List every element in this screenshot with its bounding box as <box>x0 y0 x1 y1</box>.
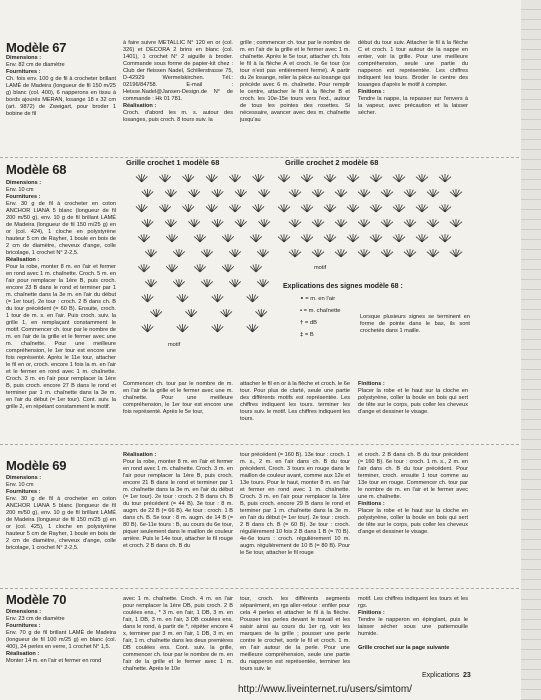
section-divider <box>0 588 519 589</box>
stitch-fan <box>258 189 269 197</box>
stitch-fan <box>206 174 217 182</box>
stitch-fan <box>247 324 258 332</box>
stitch-fan <box>250 234 261 242</box>
stitch-fan <box>393 174 405 182</box>
stitch-fan <box>256 309 267 317</box>
stitch-fan <box>201 279 212 287</box>
m69-paragraph: Env. 30 g de fil à crocheter en coton ANCHOR LIANA 5 blanc (longueur de fil 200 m/50 g), env. 10 g de fil brillant LAMÉ de Madeira (longueur de fil 150 m/25 g) en or (col. 425), 1 cloche en polystyrène hauteur 5 cm de Rayher, 1 boule en bois de 2 cm de diamètre, cheveux d'ange, colle bricolage, 1 crochet N° 2-2,5. <box>6 496 116 551</box>
stitch-fan <box>381 219 393 227</box>
m67-paragraph: Env. 82 cm de diamètre <box>6 62 65 68</box>
stitch-fan <box>358 249 370 257</box>
model-68-column-4 <box>358 381 468 441</box>
stitch-fan <box>166 264 177 272</box>
legend-row <box>300 308 341 314</box>
stitch-fan <box>404 219 416 227</box>
m68-paragraph: Env. 30 g de fil à crocheter en coton ANCHOR LIANA 5 blanc (longueur de fil 200 m/50 g), env. 10 g de fil brillant LAMÉ de Madeira (longueur de fil 150 m/25 g) en or (col. 424), 1 cloche en polystyrène hauteur 5 cm de Rayher, 1 boule en bois de 2 cm de diamètre, cheveux d'ange, colle bricolage, 1 crochet N° 2-2,5. <box>6 201 116 256</box>
stitch-fan <box>370 234 382 242</box>
stitch-fan <box>136 204 147 212</box>
stitch-fan <box>173 279 184 287</box>
stitch-fan <box>194 264 205 272</box>
stitch-fan <box>427 249 439 257</box>
stitch-fan <box>206 204 217 212</box>
model-67-intro <box>6 55 116 155</box>
section-divider <box>0 157 519 158</box>
stitch-fan <box>358 219 370 227</box>
stitch-fan <box>439 174 451 182</box>
m70-paragraph: Monter 14 m. en l'air et fermer en rond <box>6 658 102 664</box>
stitch-fan <box>138 234 149 242</box>
stitch-fan <box>301 204 313 212</box>
model-69-col4-text: et croch. 2 B dans ch. B du tour précédent (= 160 B). 6e tour : croch. 1 m. s., 2 m. en l'air dans ch. B du tour précédent. Pour terminer, croch. ensuite 1 tour comme au 13e tour en rouge. Commencer ch. tour par le nombre de m. en l'air et le fermer avec une m. chaînette. <box>358 452 468 500</box>
legend-label: = dB <box>304 320 317 326</box>
m68-paragraph: Env. 10 cm <box>6 187 34 193</box>
legend-row <box>300 320 317 326</box>
m70-heading: Dimensions : <box>6 609 42 615</box>
chart-1-title: Grille crochet 1 modèle 68 <box>126 158 220 167</box>
stitch-fan <box>183 204 194 212</box>
model-69-column-3: tour précédent (= 160 B). 13e tour : croch. 1 m. s., 2 m. en l'air dans ch. B du tour précédent. Croch. 3 tours en rouge dans le maillon de couleur avant, comme aux 12e et 13e tours. Pour le haut, monter 8 m. en l'air et fermer en rond avec 1 m. chaînette. Croch. 3 m. en l'air pour remplacer la 1ère B, puis croch. encore 29 B dans le rond et terminer par 1 m. chaînette dans la 3e m. en l'air du début (= 1er tour). 2e tour : croch. 2 B dans ch. B (= 60 B). 3e tour : croch. régulièrement 10 fois 2 B dans 1 B (= 70 B). 4e-6e tours : croch. régulièrement 10 m. augm. régulièrement de 10 B (= 80 B). Pour le 5e tour, attacher le fil rouge <box>240 452 350 556</box>
stitch-fan <box>393 204 405 212</box>
model-69-column-2 <box>123 452 233 584</box>
stitch-fan <box>177 324 188 332</box>
m67-paragraph: Ch. fois env. 100 g de fil à crocheter brillant LAMÉ de Madeira (longueur de fil 150 m/25 g) blanc (col. 400), 6 napperons en tissu à bords ajourés MERAN, losange 18 x 32 cm (art. 9872) de Zweigart, pour broder 1 bobine de fil <box>6 76 116 117</box>
model-67-title: Modèle 67 <box>6 40 67 55</box>
stitch-fan <box>253 174 264 182</box>
stitch-fan <box>229 249 240 257</box>
m70-paragraph: Env. 70 g de fil brillant LAMÉ de Madeira (longueur de fil 100 m/25 g) en blanc (col. 400), 24 perles en verre, 1 crochet N° 1,5. <box>6 630 116 650</box>
model-70-column-3: tour, croch. les différents segments séparément, en rgs aller-retour : enfiler pour cela 4 perles et attacher le fil à la flèche. Pousser les perles devant le travail et les saisir ainsi au cours du 1er rg, voir les marques de la grille ; pousser une perle contre le crochet, sortir le fil et croch. 1 m. en l'air autour de la perle. Pour une meilleure compréhension, seule une partie du napperon est représentée, terminer les tours suiv. le <box>240 596 350 672</box>
stitch-fan <box>188 219 199 227</box>
stitch-fan <box>145 279 156 287</box>
stitch-fan <box>289 189 301 197</box>
stitch-fan <box>257 279 268 287</box>
stitch-fan <box>278 204 290 212</box>
stitch-fan <box>194 234 205 242</box>
legend-row <box>300 296 335 302</box>
model-70-column-2: avec 1 m. chaînette. Croch. 4 m. en l'air pour remplacer la 1ère DB, puis croch. 2 B coulées ens., * 3 m. en l'air, 1 DB, 3 m. en l'air, 1 DB, 3 m. en l'air, 3 DB coulées ens. dans le rond, à partir de *, répéter encore 4 x, terminer par 3 m. en l'air, 1 DB, 3 m. en l'air, 1 m. chaînette dans les deux premières DB coulées ens. Cont. suiv. la grille, commencer ch. tour par le nombre de m. en l'air de la grille et le fermer avec 1 m. chaînette. Après le 10e <box>123 596 233 672</box>
legend-symbol: ‡ <box>300 332 305 338</box>
legend-row <box>300 332 314 338</box>
legend-label: = m. en l'air <box>305 296 336 302</box>
stitch-fan <box>301 234 313 242</box>
stitch-fan <box>450 219 462 227</box>
stitch-fan <box>427 219 439 227</box>
stitch-fan <box>138 264 149 272</box>
legend-symbol: ∘ <box>300 296 306 302</box>
stitch-fan <box>250 264 261 272</box>
stitch-fan <box>247 294 258 302</box>
stitch-fan <box>278 174 290 182</box>
model-69-title: Modèle 69 <box>6 458 67 473</box>
stitch-fan <box>212 324 223 332</box>
stitch-fan <box>159 174 170 182</box>
stitch-fan <box>324 174 336 182</box>
stitch-fan <box>439 204 451 212</box>
stitch-fan <box>136 174 147 182</box>
watermark-url: http://www.liveinternet.ru/users/simtom/ <box>238 684 412 695</box>
legend-symbol: † <box>300 320 305 326</box>
model-67-col2-text: à faire suivre METALLIC N° 120 en or (col. 326) et DECORA 2 brins en blanc (col. 1401), 1 crochet N° 2 aiguille à broder. Commande sous forme de papier-kit chez : Club der fleissen Nadel, Schillerstrasse 75, D-42929 Wermelskirchen. Tél.: 02196/84758. E-mail : Heisse.Nadel@Jansen-Design.de N° de commande : Hk 01 781. <box>123 40 233 102</box>
stitch-fan <box>347 174 359 182</box>
stitch-fan <box>335 249 347 257</box>
stitch-fan <box>289 249 301 257</box>
stitch-fan <box>212 189 223 197</box>
stitch-fan <box>183 174 194 182</box>
stitch-fan <box>427 189 439 197</box>
stitch-fan <box>324 204 336 212</box>
model-70-intro <box>6 609 116 679</box>
stitch-fan <box>416 174 428 182</box>
model-69-col4-finitions: Placer la robe et le haut sur la cloche en polystyrène, coller la boule en bois qui sert de tête sur le corps, puis coller les cheveux d'ange et dessiner le visage. <box>358 508 468 535</box>
model-69-column-4 <box>358 452 468 584</box>
stitch-fan <box>201 249 212 257</box>
stitch-fan <box>212 219 223 227</box>
stitch-fan <box>358 189 370 197</box>
crochet-chart-1 <box>122 170 272 350</box>
stitch-fan <box>186 309 197 317</box>
stitch-fan <box>278 234 290 242</box>
m69-heading: Fournitures : <box>6 489 41 495</box>
stitch-fan <box>335 219 347 227</box>
stitch-fan <box>222 234 233 242</box>
model-69-intro <box>6 475 116 580</box>
model-68-intro <box>6 180 116 440</box>
page-number: 23 <box>463 672 471 679</box>
stitch-fan <box>312 219 324 227</box>
stitch-fan <box>142 294 153 302</box>
stitch-fan <box>188 189 199 197</box>
stitch-fan <box>416 204 428 212</box>
stitch-fan <box>381 249 393 257</box>
legend-symbol: • <box>300 308 304 314</box>
m67-heading: Fournitures : <box>6 69 41 75</box>
m70-paragraph: Env. 23 cm de diamètre <box>6 616 65 622</box>
chart-2-title: Grille crochet 2 modèle 68 <box>285 158 379 167</box>
stitch-fan <box>439 234 451 242</box>
stitch-fan <box>159 204 170 212</box>
page-edge-ruler <box>521 0 541 700</box>
stitch-fan <box>173 249 184 257</box>
stitch-fan <box>335 189 347 197</box>
stitch-fan <box>165 219 176 227</box>
stitch-fan <box>177 294 188 302</box>
chart-1-motif-label: motif <box>168 342 181 348</box>
model-68-column-3: attacher le fil en or à la flèche et croch. le 6e tour. Pour plus de clarté, seule une partie des différents motifs est représentée. Les chiffres indiquent les tours. terminer les tours suiv. le motif. Les chiffres indiquent les tours. <box>240 381 350 422</box>
stitch-fan <box>381 189 393 197</box>
stitch-fan <box>222 264 233 272</box>
legend-label: = B <box>304 332 314 338</box>
stitch-fan <box>151 309 162 317</box>
m68-heading: Fournitures : <box>6 194 41 200</box>
model-67-realisation-heading: Réalisation : <box>123 103 157 109</box>
stitch-fan <box>347 204 359 212</box>
model-70-title: Modèle 70 <box>6 592 67 607</box>
stitch-fan <box>324 234 336 242</box>
stitch-fan <box>165 189 176 197</box>
model-68-title: Modèle 68 <box>6 162 67 177</box>
stitch-fan <box>229 279 240 287</box>
model-70-column-4 <box>358 596 468 678</box>
stitch-fan <box>142 189 153 197</box>
stitch-fan <box>258 219 269 227</box>
model-69-col2-text: Pour la robe, monter 8 m. en l'air et fermer en rond avec 1 m. chaînette. Croch. 3 m. en l'air pour remplacer la 1ère B, puis croch. encore 21 B dans le rond et terminer par 1 m. chaînette dans la 3e m. en l'air du début (= 1er tour). 2e tour : croch. 2 B dans ch. B du tour précédent (= 44 B). 3e tour : 8 m. augm. de 22 B (= 66 B). 4e tour : croch. 1 B dans ch. B. 5e tour : 8 m. augm. de 14 B (= 80 B). 6e-11e tours : B, au cours du 6e tour, piquer seulement dans le maillon de couleur arrière. Puis le 14e tour, attacher le fil rouge et croch. 2 B dans ch. B du <box>123 459 233 549</box>
stitch-fan <box>301 174 313 182</box>
stitch-fan <box>212 294 223 302</box>
stitch-fan <box>166 234 177 242</box>
stitch-fan <box>370 174 382 182</box>
crochet-chart-2 <box>272 170 467 270</box>
m68-heading: Réalisation : <box>6 257 40 263</box>
model-67-col4-text: début du tour suiv. Attacher le fil à la flèche C et croch. 1 tour autour de la nappe en entier, voir la grille. Pour une meilleure compréhension, seule une partie du napperon est représentée. Les chiffres indiquent les tours. Broder le centre des losanges d'après le motif à compter. <box>358 40 468 88</box>
model-70-finitions-heading: Finitions : <box>358 610 385 616</box>
stitch-fan <box>370 204 382 212</box>
m67-heading: Dimensions : <box>6 55 42 61</box>
legend-note: Lorsque plusieurs signes se terminent en forme de pointe dans le bas, ils sont crochetés dans 1 maille. <box>360 314 470 334</box>
stitch-fan <box>145 249 156 257</box>
model-68-column-2: Commencer ch. tour par le nombre de m. en l'air de la grille et le fermer avec une m. chaînette. Pour une meilleure compréhension, le 1er tour est encore une fois représenté. Après le 5e tour, <box>123 381 233 415</box>
model-69-realisation-heading: Réalisation : <box>123 452 157 458</box>
m69-heading: Dimensions : <box>6 475 42 481</box>
m70-heading: Fournitures : <box>6 623 41 629</box>
model-67-column-2 <box>123 40 233 158</box>
stitch-fan <box>312 189 324 197</box>
stitch-fan <box>404 189 416 197</box>
stitch-fan <box>229 174 240 182</box>
stitch-fan <box>289 219 301 227</box>
section-divider <box>0 444 519 445</box>
model-68-col4-finitions: Placer la robe et le haut sur la cloche en polystyrène, coller la boule en bois qui sert de tête sur le corps, puis coller les cheveux d'ange et dessiner le visage. <box>358 388 468 415</box>
legend-title: Explications des signes modèle 68 : <box>283 283 403 290</box>
model-67-col4-finitions: Tendre la nappe, la repasser sur l'envers à la vapeur, avec précaution et la laisser sécher. <box>358 96 468 116</box>
stitch-fan <box>235 219 246 227</box>
model-69-finitions-heading: Finitions : <box>358 501 385 507</box>
footer-section: Explications <box>422 672 460 679</box>
stitch-fan <box>253 204 264 212</box>
stitch-fan <box>416 234 428 242</box>
m70-heading: Réalisation : <box>6 651 40 657</box>
legend-label: = m. chaînette <box>303 308 341 314</box>
model-70-next-page-note: Grille crochet sur la page suivante <box>358 645 450 651</box>
stitch-fan <box>393 234 405 242</box>
model-67-col2-realisation: Croch. d'abord les m. s. autour des losanges, puis croch. 8 tours suiv. la <box>123 110 233 123</box>
stitch-fan <box>235 189 246 197</box>
model-67-column-3: grille ; commencer ch. tour par le nombre de m. en l'air de la grille et le fermer avec 1 m. chaînette. Après le 5e tour, attacher ch. fois le fil à la flèche A et croch. le 6e tour (ce tour n'est pas entièrement fermé). A partir du 2e losange, relier la pièce au losange qui précède avec 6 m. chaînette. Pour remplir le centre, attacher le fil à la flèche B et croch. les 10e-15e tours vers l'ext., autour de tous les pointes des rosettes. Si nécessaire, avancer avec des m. chaînette jusqu'au <box>240 40 350 123</box>
model-67-column-4 <box>358 40 468 158</box>
m68-heading: Dimensions : <box>6 180 42 186</box>
stitch-fan <box>142 219 153 227</box>
stitch-fan <box>347 234 359 242</box>
model-70-col4-finitions: Tendre le napperon en épinglant, puis le laisser sécher sous une pattemouille humide. <box>358 617 468 637</box>
stitch-fan <box>450 249 462 257</box>
stitch-fan <box>257 249 268 257</box>
stitch-fan <box>142 324 153 332</box>
stitch-fan <box>221 309 232 317</box>
m69-paragraph: Env. 10 cm <box>6 482 34 488</box>
model-70-col4-text: motif. Les chiffres indiquent les tours et les rgs. <box>358 596 468 609</box>
m68-paragraph: Pour la robe, monter 8 m. en l'air et fermer en rond avec 1 m. chaînette. Croch. 5 m. en l'air pour remplacer la 1ère B, puis croch. encore 23 B dans le rond et terminer par 1 m. chaînette dans la 3e m. en l'air du début (= 1er tour). 2e tour : croch. 2 B dans ch. B du tour précédent (= 60 B). Ensuite, croch. 1 tour de m. s. en l'air. Puis croch. suiv. la grille 1, en remplaçant constamment le motif. Commencer ch. tour par le nombre de m. en l'air de la grille et le fermer avec une m. chaînette. Pour une meilleure compréhension, le 1er tour est encore une fois représenté. Après le 11e tour, attacher le fil en or, croch. encore 1 fois la m. en l'air et le fermer en rond avec 1 m. chaînette. Croch. 3 m. en l'air pour remplacer la 1ère B, puis croch. encore 27 B dans le rond et terminer par 1 m. chaînette dans la 3e m. en l'air du début (= 1er tour). Cont. suiv. la grille 2, en répétant constamment le motif. <box>6 264 116 410</box>
stitch-fan <box>404 249 416 257</box>
model-68-finitions-heading: Finitions : <box>358 381 385 387</box>
stitch-fan <box>229 204 240 212</box>
stitch-fan <box>450 189 462 197</box>
model-67-finitions-heading: Finitions : <box>358 89 385 95</box>
stitch-fan <box>312 249 324 257</box>
chart-2-motif-label: motif <box>314 265 327 271</box>
